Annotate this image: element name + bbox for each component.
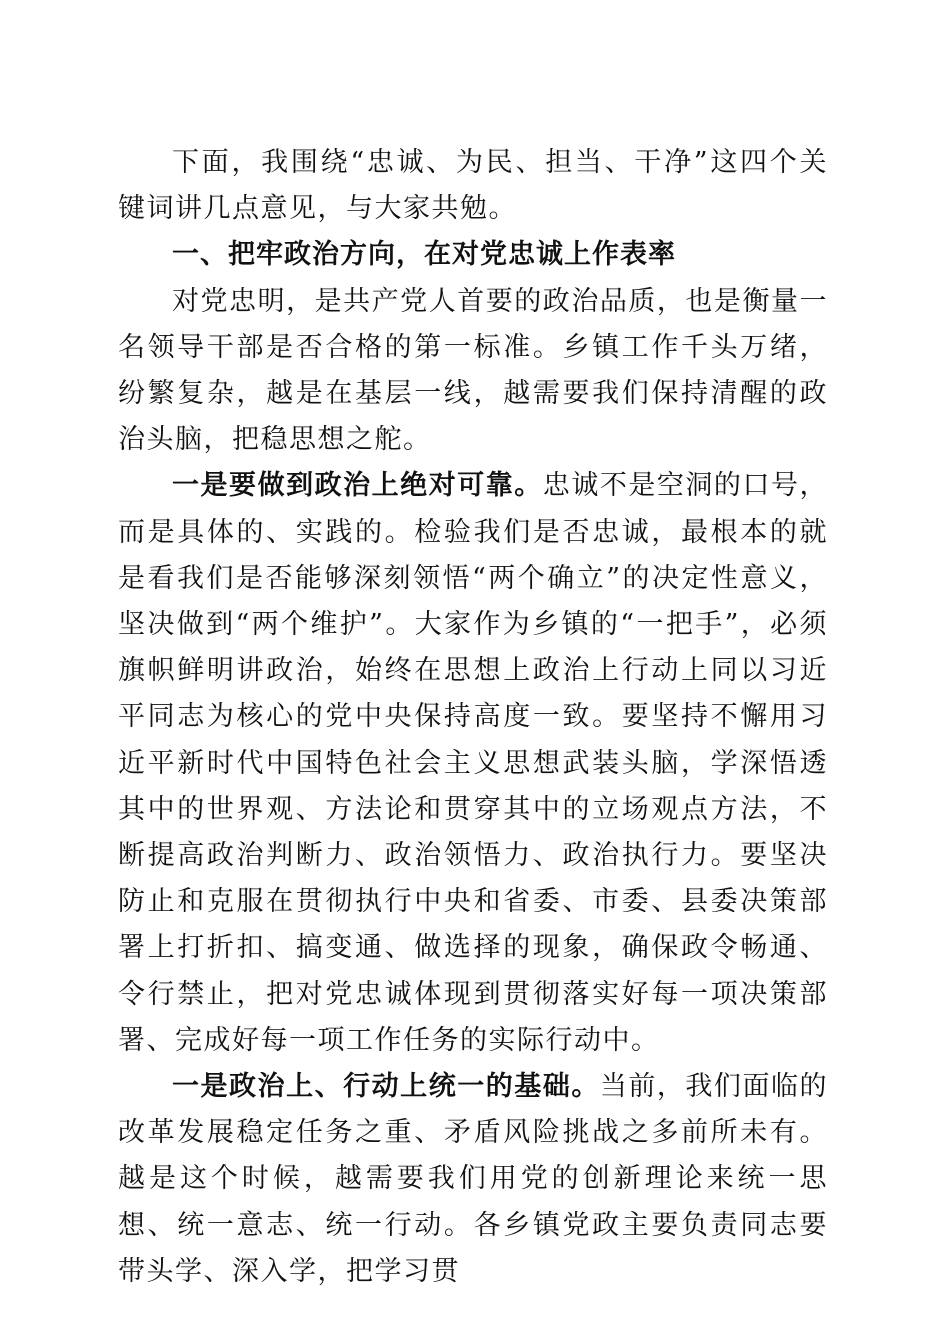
point2-lead: 一是政治上、行动上统一的基础。	[172, 1071, 600, 1103]
point1-paragraph	[118, 463, 828, 1064]
section1-paragraph: 对党忠明，是共产党人首要的政治品质，也是衡量一名领导干部是否合格的第一标准。乡镇工作千头万绪，纷繁复杂，越是在基层一线，越需要我们保持清醒的政治头脑，把稳思想之舵。	[118, 285, 828, 456]
point1-lead: 一是要做到政治上绝对可靠。	[172, 470, 543, 502]
section-heading-1: 一、把牢政治方向，在对党忠诚上作表率	[172, 239, 676, 271]
intro-paragraph: 下面，我围绕“忠诚、为民、担当、干净”这四个关键词讲几点意见，与大家共勉。	[118, 147, 828, 225]
point1-body: 忠诚不是空洞的口号，而是具体的、实践的。检验我们是否忠诚，最根本的就是看我们是否能够深刻领悟“两个确立”的决定性意义，坚决做到“两个维护”。大家作为乡镇的“一把手”，必须旗帜鲜明讲政治，始终在思想上政治上行动上同以习近平同志为核心的党中央保持高度一致。要坚持不懈用习近平新时代中国特色社会主义思想武装头脑，学深悟透其中的世界观、方法论和贯穿其中的立场观点方法，不断提高政治判断力、政治领悟力、政治执行力。要坚决防止和克服在贯彻执行中央和省委、市委、县委决策部署上打折扣、搞变通、做选择的现象，确保政令畅通、令行禁止，把对党忠诚体现到贯彻落实好每一项决策部署、完成好每一项工作任务的实际行动中。	[118, 470, 829, 1056]
point2-body: 当前，我们面临的改革发展稳定任务之重、矛盾风险挑战之多前所未有。越是这个时候，越需要我们用党的创新理论来统一思想、统一意志、统一行动。各乡镇党政主要负责同志要带头学、深入学，把学习贯	[118, 1071, 829, 1287]
document-page	[118, 140, 828, 1295]
point2-paragraph	[118, 1064, 828, 1295]
